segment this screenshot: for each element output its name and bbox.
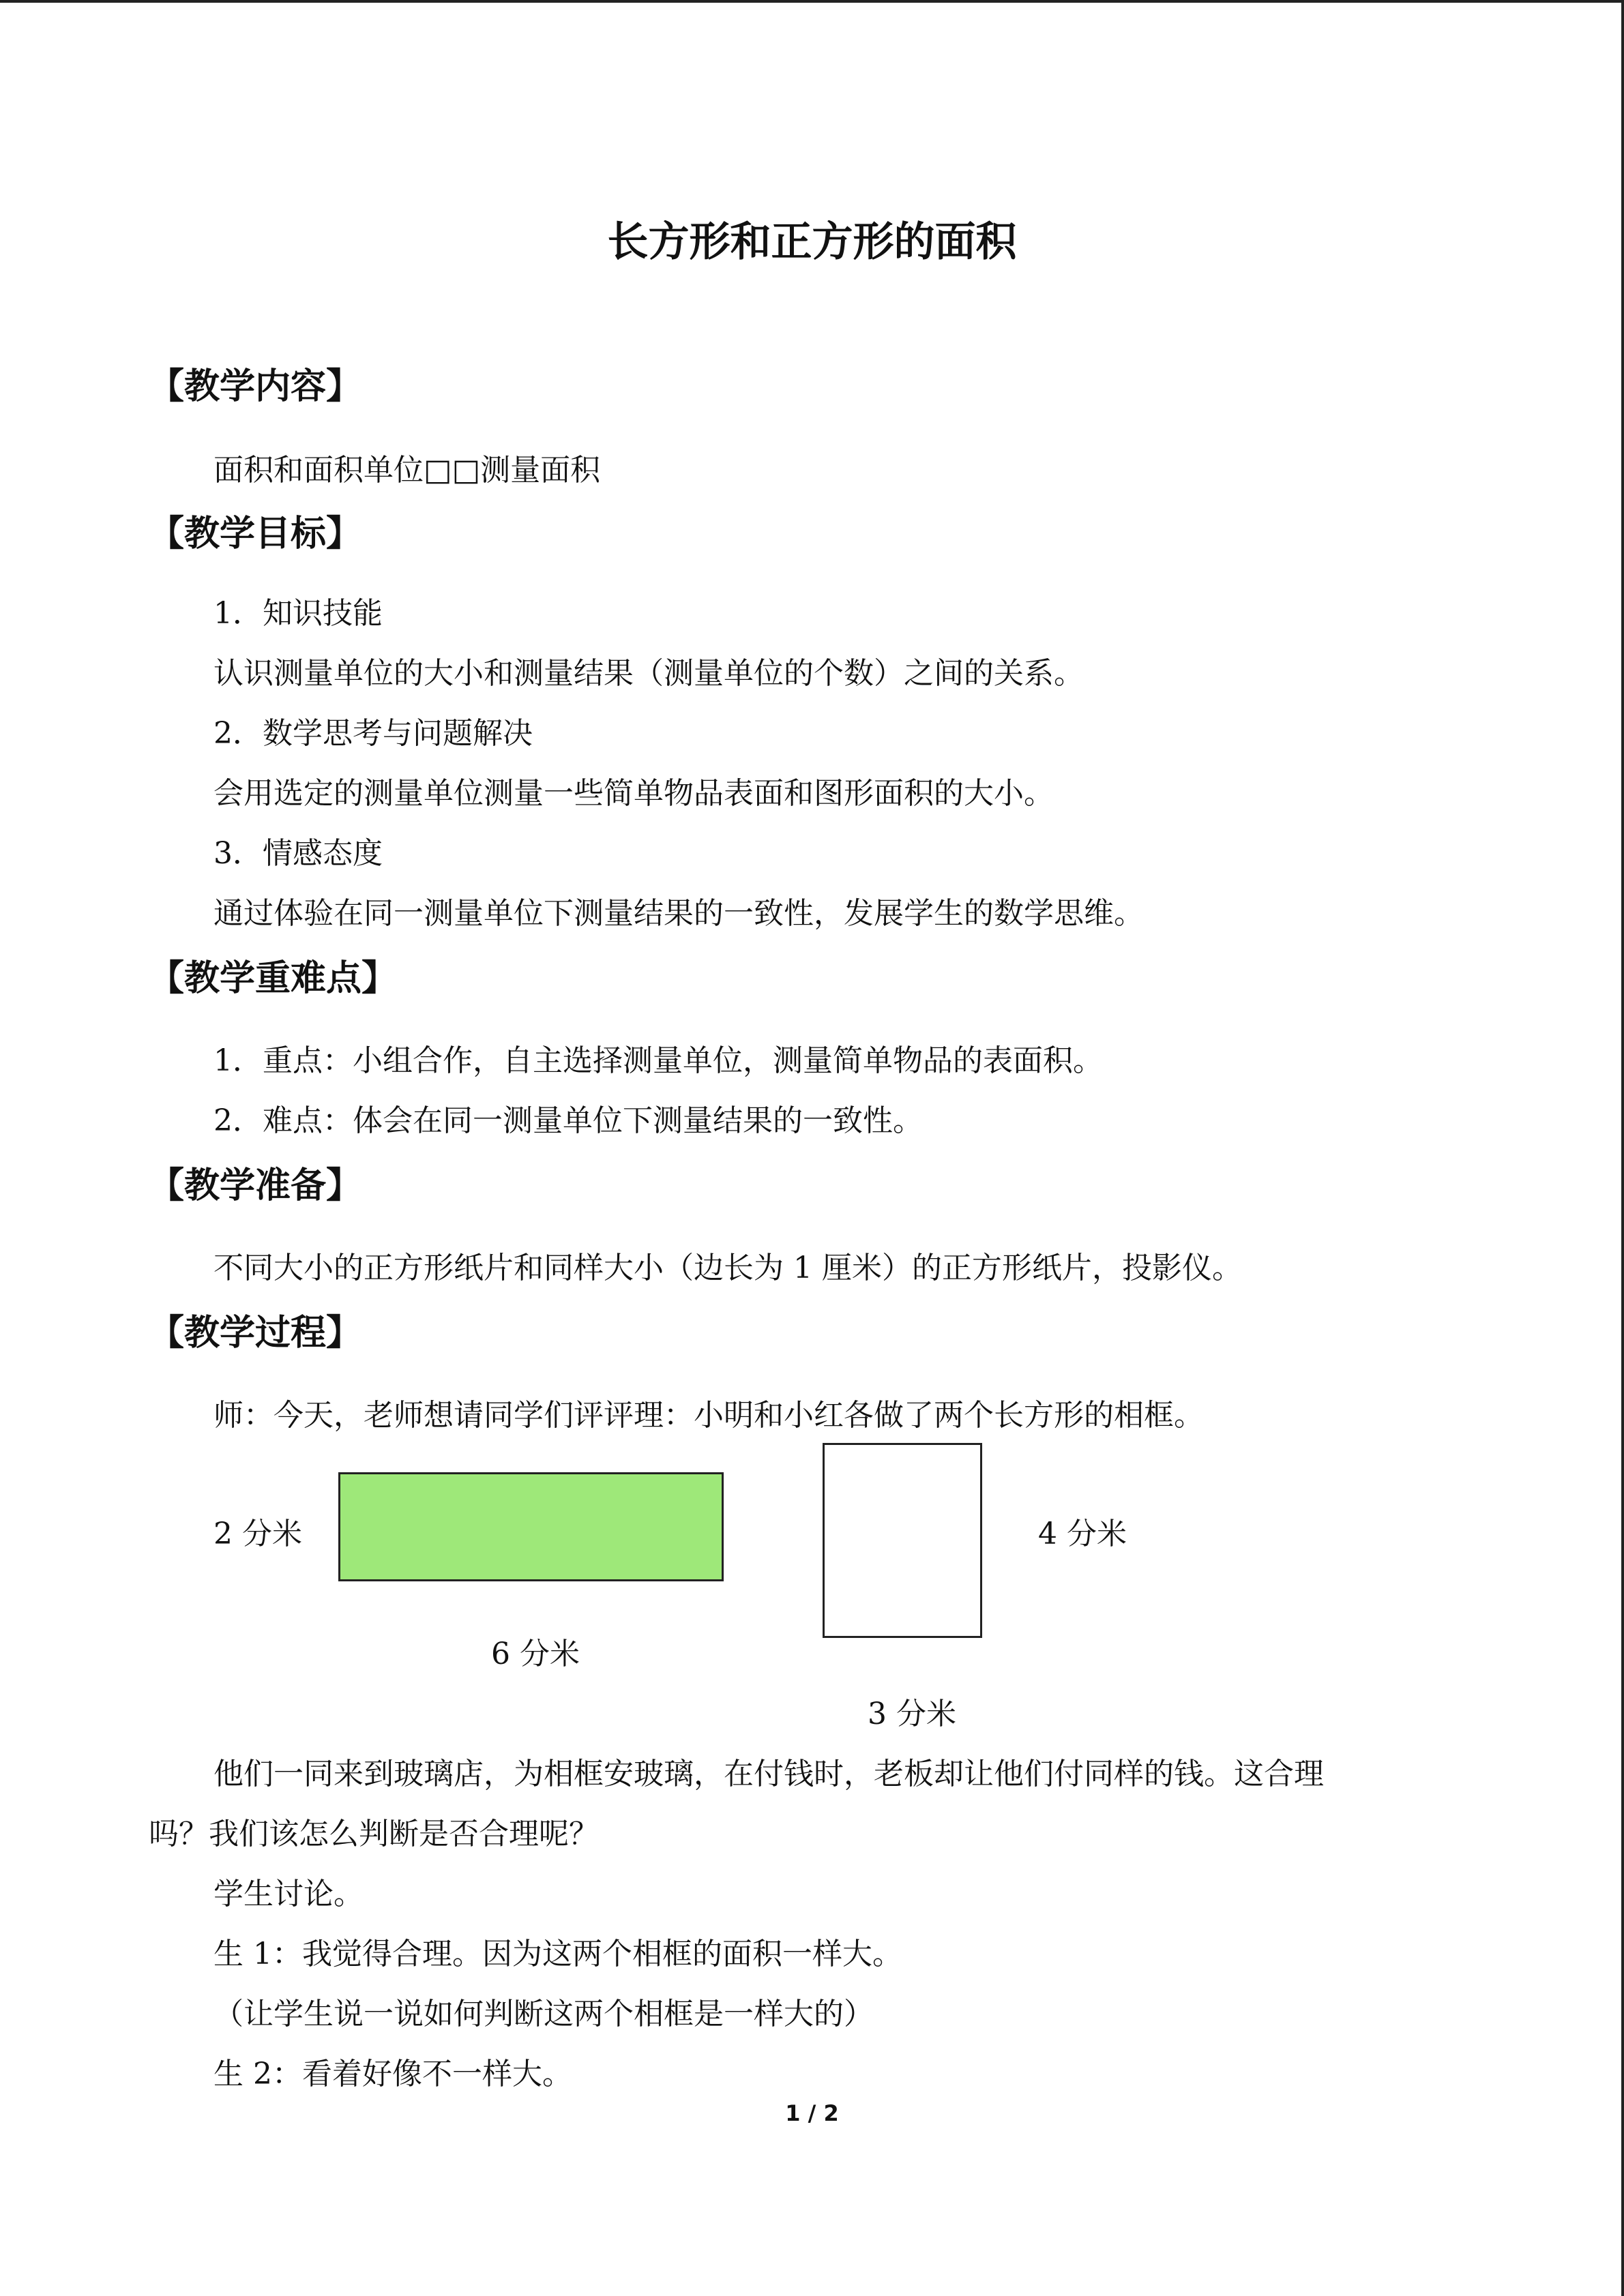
green-rect-width-label: 6 分米 <box>491 1637 580 1671</box>
preparation-text: 不同大小的正方形纸片和同样大小（边长为 1 厘米）的正方形纸片，投影仪。 <box>213 1251 1242 1285</box>
goal-1-text: 认识测量单位的大小和测量结果（测量单位的个数）之间的关系。 <box>213 656 1084 691</box>
green-rect-height-label: 2 分米 <box>213 1517 302 1551</box>
content-text: 面积和面积单位□□测量面积 <box>213 453 601 488</box>
process-line-2a: 他们一同来到玻璃店，为相框安玻璃，在付钱时，老板却让他们付同样的钱。这合理 <box>213 1757 1324 1791</box>
process-line-2b: 吗？我们该怎么判断是否合理呢？ <box>149 1817 599 1851</box>
heading-teaching-goals: 【教学目标】 <box>149 513 362 554</box>
goal-1-title: 1．知识技能 <box>213 596 383 631</box>
key-point-2: 2．难点：体会在同一测量单位下测量结果的一致性。 <box>213 1103 923 1138</box>
page-number: 1 / 2 <box>785 2100 839 2126</box>
heading-key-points: 【教学重难点】 <box>149 958 398 999</box>
document-title: 长方形和正方形的面积 <box>607 218 1017 266</box>
green-rectangle <box>338 1472 724 1581</box>
goal-3-title: 3．情感态度 <box>213 836 383 871</box>
heading-teaching-process: 【教学过程】 <box>149 1313 362 1354</box>
process-line-1: 师：今天，老师想请同学们评评理：小明和小红各做了两个长方形的相框。 <box>213 1398 1204 1433</box>
white-rectangle <box>823 1443 982 1638</box>
heading-preparation: 【教学准备】 <box>149 1165 362 1206</box>
process-line-5: （让学生说一说如何判断这两个相框是一样大的） <box>213 1997 874 2031</box>
goal-3-text: 通过体验在同一测量单位下测量结果的一致性，发展学生的数学思维。 <box>213 896 1144 931</box>
process-line-4: 生 1：我觉得合理。因为这两个相框的面积一样大。 <box>213 1937 902 1971</box>
key-point-1: 1．重点：小组合作，自主选择测量单位，测量简单物品的表面积。 <box>213 1043 1103 1078</box>
process-line-6: 生 2：看着好像不一样大。 <box>213 2057 572 2091</box>
white-rect-height-label: 4 分米 <box>1038 1517 1127 1551</box>
goal-2-text: 会用选定的测量单位测量一些简单物品表面和图形面积的大小。 <box>213 776 1054 811</box>
goal-2-title: 2．数学思考与问题解决 <box>213 716 533 751</box>
heading-teaching-content: 【教学内容】 <box>149 366 362 407</box>
process-line-3: 学生讨论。 <box>213 1877 364 1911</box>
white-rect-width-label: 3 分米 <box>868 1697 956 1731</box>
